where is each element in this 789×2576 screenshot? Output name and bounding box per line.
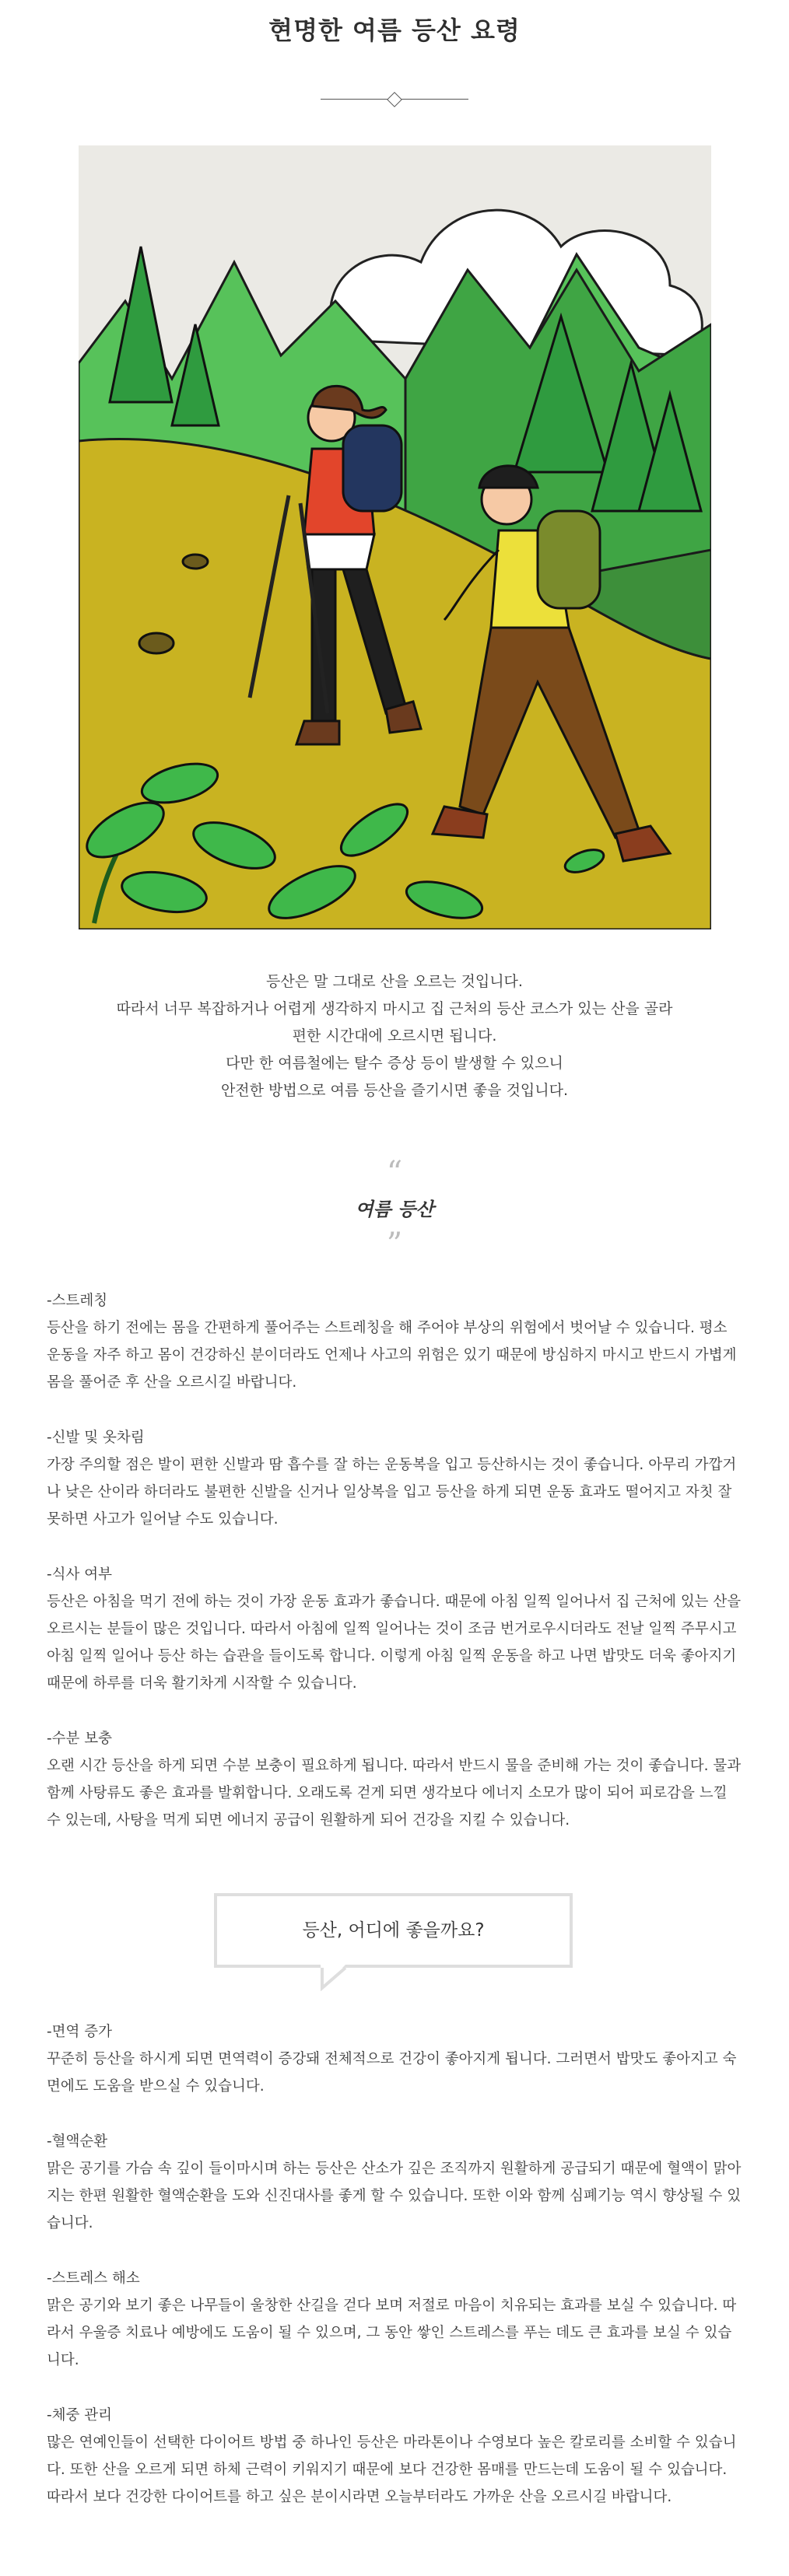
page-title: 현명한 여름 등산 요령 [268, 16, 521, 45]
benefit-heading: -체중 관리 [47, 2407, 113, 2424]
benefit-heading: -면역 증가 [47, 2024, 113, 2040]
tip-heading: -식사 여부 [47, 1566, 113, 1583]
tip-body: 등산은 아침을 먹기 전에 하는 것이 가장 운동 효과가 좋습니다. 때문에 아침 일찍 일어나서 집 근처에 있는 산을 오르시는 분들이 많은 것입니다. 따라서 아침에 일찍 일어나는 것이 조금 번거로우시더라도 전날 일찍 주무시고 아침 일찍 일어나 등산 하는 습관을 들이도록 합니다. 이렇게 아침 일찍 운동을 하고 나면 밥맛도 더욱 좋아지기 때문에 하루를 더욱 활기차게 시작할 수 있습니다. [47, 1594, 742, 1692]
title-divider [321, 92, 468, 107]
section-title-benefits: 등산, 어디에 좋을까요? [302, 1920, 485, 1941]
intro-line: 다만 한 여름철에는 탈수 증상 등이 발생할 수 있으니 [226, 1055, 563, 1072]
benefit-body: 꾸준히 등산을 하시게 되면 면역력이 증강돼 전체적으로 건강이 좋아지게 됩니다. 그러면서 밥맛도 좋아지고 숙면에도 도움을 받으실 수 있습니다. [47, 2051, 737, 2095]
benefit-heading: -스트레스 해소 [47, 2270, 140, 2287]
hiking-illustration [79, 145, 711, 929]
benefit-block-immunity [47, 2018, 743, 2100]
speech-bubble-tail-icon [317, 1965, 349, 1991]
section-title-summer-hiking: 여름 등산 [355, 1199, 434, 1220]
tip-heading: -신발 및 옷차림 [47, 1430, 145, 1446]
benefit-heading: -혈액순환 [47, 2133, 108, 2150]
tip-block-hydration [47, 1725, 743, 1834]
benefit-block-weight-control [47, 2402, 743, 2511]
diamond-ornament-icon [387, 92, 402, 107]
tip-heading: -스트레칭 [47, 1293, 108, 1309]
intro-line: 안전한 방법으로 여름 등산을 즐기시면 좋을 것입니다. [220, 1082, 569, 1099]
intro-line: 편한 시간대에 오르시면 됩니다. [292, 1027, 497, 1045]
tip-block-meal [47, 1561, 743, 1697]
intro-text [0, 968, 789, 1104]
intro-line: 따라서 너무 복잡하거나 어렵게 생각하지 마시고 집 근처의 등산 코스가 있는 산을 골라 [116, 1000, 673, 1017]
tip-body: 등산을 하기 전에는 몸을 간편하게 풀어주는 스트레칭을 해 주어야 부상의 위험에서 벗어날 수 있습니다. 평소 운동을 자주 하고 몸이 건강하신 분이더라도 언제나 사고의 위험은 있기 때문에 방심하지 마시고 반드시 가볍게 몸을 풀어준 후 산을 오르시길 바랍니다. [47, 1320, 737, 1391]
tip-body: 가장 주의할 점은 발이 편한 신발과 땀 흡수를 잘 하는 운동복을 입고 등산하시는 것이 좋습니다. 아무리 가깝거나 낮은 산이라 하더라도 불편한 신발을 신거나 일상복을 입고 등산을 하게 되면 운동 효과도 떨어지고 자칫 잘못하면 사고가 일어날 수도 있습니다. [47, 1457, 737, 1528]
tip-block-shoes-clothing [47, 1424, 743, 1533]
tip-body: 오랜 시간 등산을 하게 되면 수분 보충이 필요하게 됩니다. 따라서 반드시 물을 준비해 가는 것이 좋습니다. 물과 함께 사탕류도 좋은 효과를 발휘합니다. 오래도록 걷게 되면 생각보다 에너지 소모가 많이 되어 피로감을 느낄 수 있는데, 사탕을 먹게 되면 에너지 공급이 원활하게 되어 건강을 지킬 수 있습니다. [47, 1758, 742, 1829]
speech-bubble [214, 1893, 573, 1968]
benefit-body: 맑은 공기를 가슴 속 깊이 들이마시며 하는 등산은 산소가 깊은 조직까지 원활하게 공급되기 때문에 혈액이 맑아지는 한편 원활한 혈액순환을 도와 신진대사를 좋게 할 수 있습니다. 또한 이와 함께 심폐기능 역시 향상될 수 있습니다. [47, 2161, 742, 2231]
benefit-body: 많은 연예인들이 선택한 다이어트 방법 중 하나인 등산은 마라톤이나 수영보다 높은 칼로리를 소비할 수 있습니다. 또한 산을 오르게 되면 하체 근력이 키워지기 때문에 보다 건강한 몸매를 만드는데 도움이 될 수 있습니다. 따라서 보다 건강한 다이어트를 하고 싶은 분이시라면 오늘부터라도 가까운 산을 오르시길 바랍니다. [47, 2434, 737, 2505]
tip-block-stretching [47, 1287, 743, 1396]
close-quote-icon: ” [386, 1227, 403, 1262]
benefit-block-circulation [47, 2128, 743, 2237]
tip-heading: -수분 보충 [47, 1731, 113, 1747]
benefit-body: 맑은 공기와 보기 좋은 나무들이 울창한 산길을 걷다 보며 저절로 마음이 치유되는 효과를 보실 수 있습니다. 따라서 우울증 치료나 예방에도 도움이 될 수 있으며, 그 동안 쌓인 스트레스를 푸는 데도 큰 효과를 보실 수 있습니다. [47, 2298, 737, 2368]
benefit-block-stress-relief [47, 2265, 743, 2374]
intro-line: 등산은 말 그대로 산을 오르는 것입니다. [266, 973, 523, 990]
open-quote-icon: “ [386, 1155, 403, 1191]
